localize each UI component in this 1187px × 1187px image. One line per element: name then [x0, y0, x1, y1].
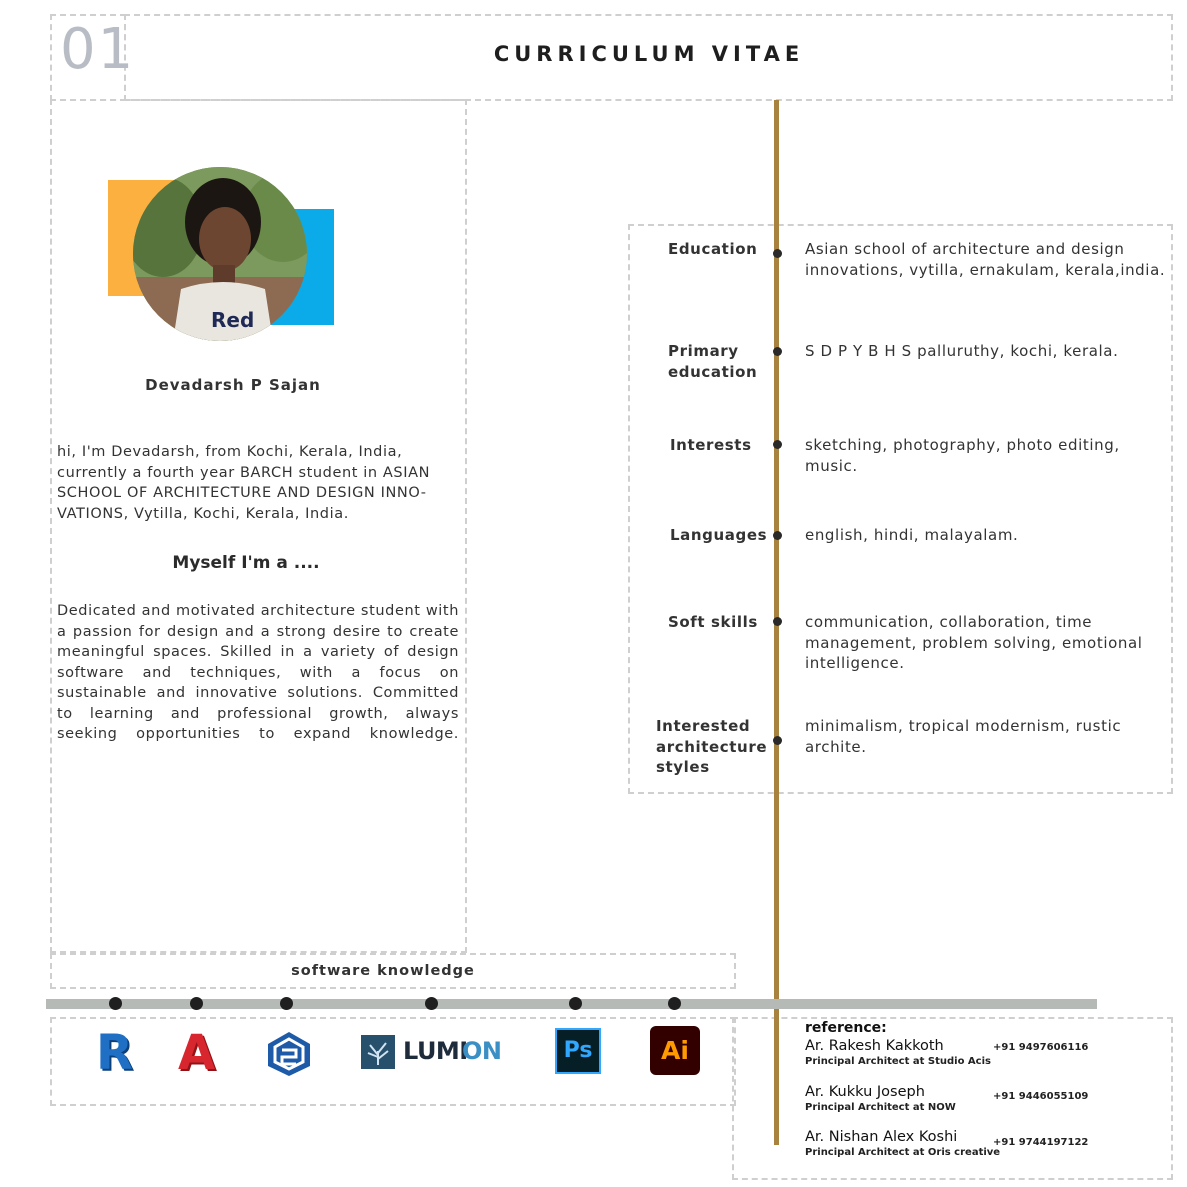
- detail-value-languages: english, hindi, malayalam.: [805, 526, 1019, 544]
- detail-label-interests: Interests: [670, 436, 752, 454]
- sketchup-icon: [266, 1030, 312, 1078]
- software-dot: [425, 997, 438, 1010]
- software-title: software knowledge: [291, 963, 475, 979]
- reference-role: Principal Architect at Oris creative: [805, 1147, 1001, 1158]
- photoshop-glyph: Ps: [563, 1038, 593, 1063]
- photoshop-icon: [555, 1028, 601, 1074]
- lumion-wordmark-b: ON: [462, 1037, 502, 1065]
- about-paragraph: Dedicated and motivated architecture student with a passion for design and a strong desire to create meaningful spaces. Skilled in a variety of design software and techniques, with a focus on sustainable and innovative solutions. Committed to learning and professional growth, always seeking opportunities to expand knowledge.: [57, 603, 459, 742]
- detail-label-soft-skills: Soft skills: [668, 613, 758, 631]
- detail-value-primary-education: S D P Y B H S palluruthy, kochi, kerala.: [805, 342, 1119, 360]
- intro-paragraph: hi, I'm Devadarsh, from Kochi, Kerala, India, currently a fourth year BARCH student in ASIAN SCHOOL OF ARCHITECTURE AND DESIGN INNO-VATIONS, Vytilla, Kochi, Kerala, India.: [57, 444, 431, 522]
- details-panel: [628, 224, 1173, 794]
- lumion-tree-icon: [361, 1035, 395, 1069]
- detail-value-architecture-styles: minimalism, tropical modernism, rustic archite.: [805, 717, 1122, 756]
- person-name: Devadarsh P Sajan: [145, 376, 321, 394]
- revit-icon: [96, 1025, 140, 1081]
- page-title: CURRICULUM VITAE: [493, 42, 805, 66]
- lumion-wordmark-a: LUMI: [403, 1037, 468, 1065]
- profile-photo-illustration: [133, 167, 307, 341]
- timeline-dot: [773, 531, 782, 540]
- detail-label-education: Education: [668, 240, 758, 258]
- detail-label-primary-education: Primary education: [668, 342, 758, 381]
- reference-role: Principal Architect at NOW: [805, 1102, 956, 1113]
- autocad-icon: [178, 1025, 222, 1081]
- timeline-dot: [773, 440, 782, 449]
- detail-label-languages: Languages: [670, 526, 768, 544]
- page-number: 01: [60, 17, 136, 82]
- software-dot: [109, 997, 122, 1010]
- lumion-icon: [361, 1033, 501, 1071]
- software-dot: [569, 997, 582, 1010]
- software-dot: [280, 997, 293, 1010]
- autocad-glyph: A: [178, 1025, 216, 1081]
- reference-name: Ar. Nishan Alex Koshi: [805, 1129, 958, 1145]
- myself-heading: Myself I'm a ....: [172, 553, 320, 573]
- detail-label-architecture-styles: Interested architecture styles: [656, 717, 768, 776]
- illustrator-icon: [650, 1026, 700, 1075]
- detail-value-interests: sketching, photography, photo editing, music.: [805, 436, 1120, 475]
- revit-glyph: R: [96, 1025, 133, 1081]
- reference-role: Principal Architect at Studio Acis: [805, 1056, 991, 1067]
- sketchup-shape: [266, 1030, 312, 1078]
- software-dot: [668, 997, 681, 1010]
- illustrator-glyph: Ai: [661, 1036, 689, 1065]
- timeline-dot: [773, 347, 782, 356]
- reference-name: Ar. Kukku Joseph: [805, 1084, 925, 1100]
- reference-name: Ar. Rakesh Kakkoth: [805, 1038, 944, 1054]
- timeline-dot: [773, 617, 782, 626]
- software-dot: [190, 997, 203, 1010]
- lumion-tree-badge: [361, 1035, 395, 1069]
- timeline-dot: [773, 736, 782, 745]
- detail-value-soft-skills: communication, collaboration, time management, problem solving, emotional intelligence.: [805, 613, 1143, 672]
- reference-phone: +91 9446055109: [993, 1091, 1089, 1102]
- reference-title: reference:: [805, 1020, 887, 1036]
- svg-text:Red: Red: [211, 308, 255, 332]
- reference-phone: +91 9744197122: [993, 1137, 1089, 1148]
- profile-photo: [133, 167, 307, 341]
- timeline-dot: [773, 249, 782, 258]
- detail-value-education: Asian school of architecture and design innovations, vytilla, ernakulam, kerala,india.: [805, 240, 1166, 279]
- reference-phone: +91 9497606116: [993, 1042, 1089, 1053]
